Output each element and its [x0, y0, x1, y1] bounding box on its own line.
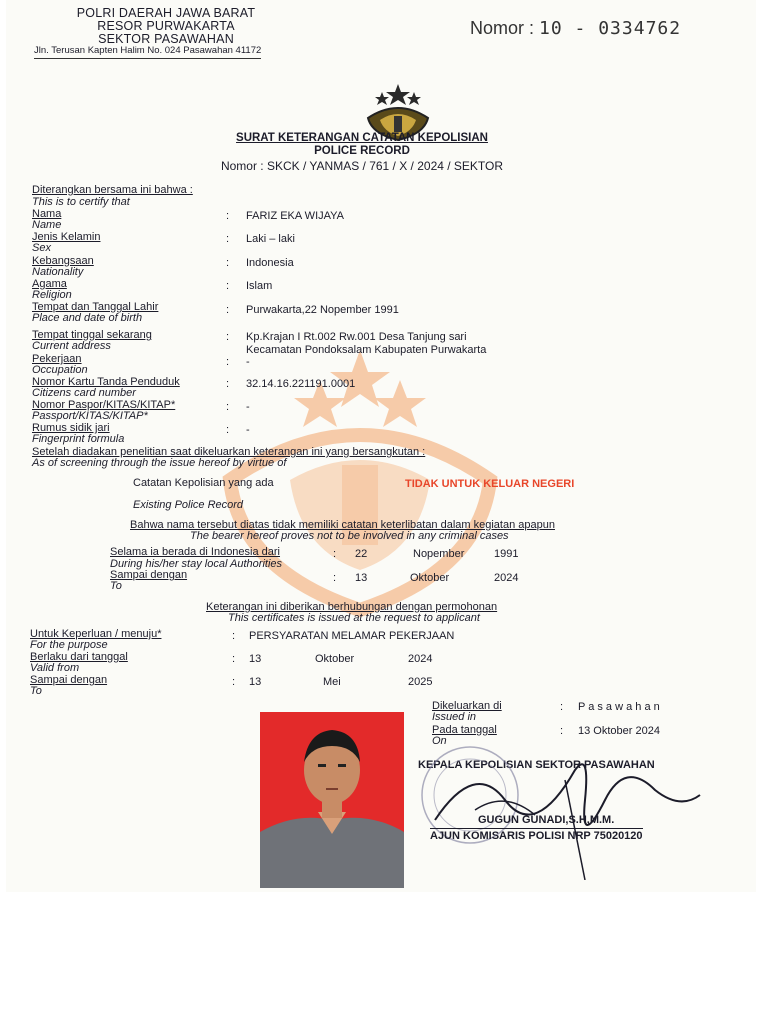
officer-title: KEPALA KEPOLISIAN SEKTOR PASAWAHAN [418, 759, 655, 771]
field-label-en: Place and date of birth [32, 312, 143, 324]
field-label-en: Fingerprint formula [32, 433, 125, 445]
field-label-en: Sex [32, 242, 51, 254]
field-label: Tempat tinggal sekarang [32, 329, 152, 341]
applicant-photo [260, 712, 404, 888]
colon: : [226, 280, 230, 292]
catatan-label: Catatan Kepolisian yang ada [133, 477, 274, 489]
colon: : [226, 356, 230, 368]
stamp-not-abroad: TIDAK UNTUK KELUAR NEGERI [405, 478, 575, 490]
purpose-id: Untuk Keperluan / menuju* [30, 628, 162, 640]
colon: : [226, 424, 230, 436]
purpose-value: PERSYARATAN MELAMAR PEKERJAAN [249, 630, 455, 642]
valid-from-year: 2024 [408, 653, 433, 665]
field-value-nationality: Indonesia [246, 257, 294, 269]
title-sub: POLICE RECORD [314, 145, 410, 157]
stay-to-id: Sampai dengan [110, 569, 188, 581]
colon: : [226, 210, 230, 222]
issued-on-en: On [432, 735, 447, 747]
stay-to-day: 13 [355, 572, 368, 584]
header-line2: RESOR PURWAKARTA [97, 19, 235, 33]
header-address: Jln. Terusan Kapten Halim No. 024 Pasawahan 41172 [34, 45, 261, 59]
field-value-nik: 32.14.16.221191.0001 [246, 378, 356, 390]
field-label-en: Religion [32, 289, 72, 301]
issued-on-id: Pada tanggal [432, 724, 497, 736]
colon: : [226, 401, 230, 413]
colon: : [232, 676, 236, 688]
request-en: This certificates is issued at the request to applicant [228, 612, 480, 624]
nomor-top-value: 10 - 0334762 [539, 18, 682, 39]
field-label-en: Name [32, 219, 62, 231]
officer-name: GUGUN GUNADI,S.H,M.M. [478, 814, 615, 826]
field-label: Rumus sidik jari [32, 422, 110, 434]
valid-to-en: To [30, 685, 42, 697]
field-value-religion: Islam [246, 280, 273, 292]
nomor-top: Nomor : 10 - 0334762 [470, 18, 682, 39]
field-label-en: Nationality [32, 266, 84, 278]
field-label: Tempat dan Tanggal Lahir [32, 301, 159, 313]
existing-record: Existing Police Record [133, 499, 244, 511]
field-value-name: FARIZ EKA WIJAYA [246, 210, 345, 222]
colon: : [560, 725, 564, 737]
field-value-address: Kp.Krajan I Rt.002 Rw.001 Desa Tanjung sari [246, 331, 467, 343]
purpose-en: For the purpose [30, 639, 108, 651]
field-label-en: Occupation [32, 364, 88, 376]
request-id: Keterangan ini diberikan berhubungan dengan permohonan [206, 601, 498, 613]
valid-from-en: Valid from [30, 662, 80, 674]
header-line1: POLRI DAERAH JAWA BARAT [76, 6, 256, 20]
field-label: Nama [32, 208, 62, 220]
field-label: Pekerjaan [32, 353, 82, 365]
field-label-en: Citizens card number [32, 387, 136, 399]
screening-en: As of screening through the issue hereof by virtue of [32, 457, 287, 469]
field-label-en: Current address [32, 340, 111, 352]
stay-en: During his/her stay local Authorities [110, 558, 283, 570]
colon: : [226, 233, 230, 245]
colon: : [226, 304, 230, 316]
screening-id: Setelah diadakan penelitian saat dikeluarkan keterangan ini yang bersangkutan : [32, 446, 426, 458]
valid-to-id: Sampai dengan [30, 674, 108, 686]
colon: : [333, 548, 337, 560]
valid-to-month: Mei [323, 676, 341, 688]
colon: : [560, 701, 564, 713]
field-value-address-2: Kecamatan Pondoksalam Kabupaten Purwakarta [246, 344, 487, 356]
field-label-en: Passport/KITAS/KITAP* [32, 410, 148, 422]
header-line3: SEKTOR PASAWAHAN [98, 32, 234, 46]
bahwa-statement: Bahwa nama tersebut diatas tidak memiliki catatan keterlibatan dalam kegiatan apapun [130, 519, 555, 531]
field-label: Kebangsaan [32, 255, 94, 267]
stay-to-year: 2024 [494, 572, 519, 584]
intro-id: Diterangkan bersama ini bahwa : [32, 184, 193, 196]
field-value-passport: - [246, 401, 250, 413]
valid-from-month: Oktober [315, 653, 355, 665]
stay-to-en: To [110, 580, 122, 592]
field-label: Nomor Kartu Tanda Penduduk [32, 376, 180, 388]
field-value-fingerprint: - [246, 424, 250, 436]
stay-from-day: 22 [355, 548, 368, 560]
colon: : [226, 378, 230, 390]
field-label: Agama [32, 278, 67, 290]
intro-en: This is to certify that [32, 196, 130, 208]
colon: : [232, 630, 236, 642]
valid-to-year: 2025 [408, 676, 433, 688]
signature-stamp [415, 740, 715, 880]
stay-id: Selama ia berada di Indonesia dari [110, 546, 281, 558]
officer-rank: AJUN KOMISARIS POLISI NRP 75020120 [430, 830, 643, 842]
stay-from-month: Nopember [413, 548, 465, 560]
field-value-occupation: - [246, 356, 250, 368]
nomor-top-label: Nomor [470, 18, 525, 38]
field-value-birth: Purwakarta,22 Nopember 1991 [246, 304, 399, 316]
field-value-sex: Laki – laki [246, 233, 295, 245]
stay-from-year: 1991 [494, 548, 519, 560]
bearer-statement: The bearer hereof proves not to be involved in any criminal cases [190, 530, 509, 542]
valid-to-day: 13 [249, 676, 262, 688]
colon: : [232, 653, 236, 665]
field-label: Jenis Kelamin [32, 231, 101, 243]
field-label: Nomor Paspor/KITAS/KITAP* [32, 399, 176, 411]
issued-on-value: 13 Oktober 2024 [578, 725, 660, 737]
issued-in-id: Dikeluarkan di [432, 700, 502, 712]
title-main: SURAT KETERANGAN CATATAN KEPOLISIAN [236, 132, 488, 144]
stay-to-month: Oktober [410, 572, 450, 584]
colon: : [226, 257, 230, 269]
issued-in-value: P a s a w a h a n [578, 701, 660, 713]
colon: : [226, 331, 230, 343]
valid-from-id: Berlaku dari tanggal [30, 651, 128, 663]
issued-in-en: Issued in [432, 711, 477, 723]
colon: : [333, 572, 337, 584]
valid-from-day: 13 [249, 653, 262, 665]
title-nomor: Nomor : SKCK / YANMAS / 761 / X / 2024 / SEKTOR [220, 159, 504, 173]
